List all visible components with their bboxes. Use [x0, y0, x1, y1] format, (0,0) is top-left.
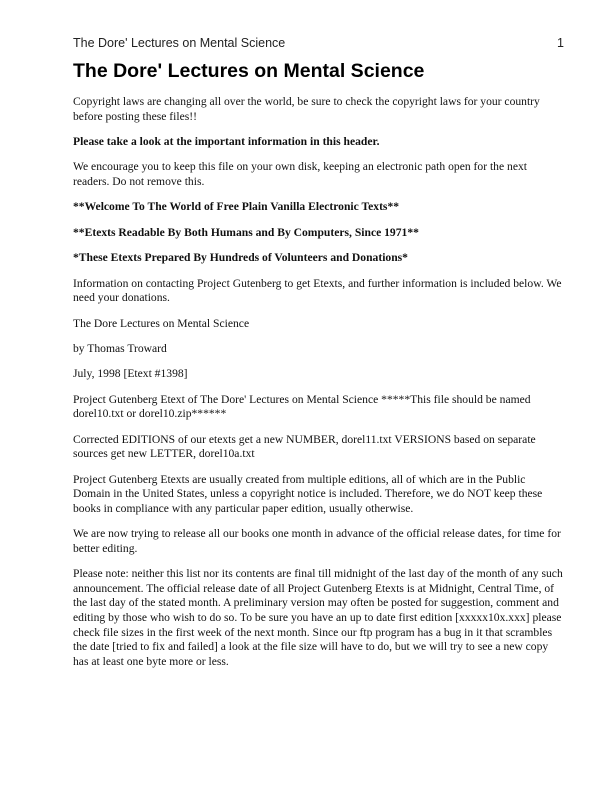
- paragraph-header-info: Please take a look at the important information in this header.: [73, 134, 380, 148]
- document-title: The Dore' Lectures on Mental Science: [73, 60, 425, 82]
- paragraph-file-name: Project Gutenberg Etext of The Dore' Lectures on Mental Science *****This file should be named dorel10.txt or dorel10.zip******: [73, 392, 531, 421]
- paragraph-copyright-notice: Copyright laws are changing all over the world, be sure to check the copyright laws for your country before posting these files!!: [73, 95, 540, 123]
- paragraph-release-schedule: We are now trying to release all our books one month in advance of the official release dates, for time for better editing.: [73, 527, 561, 555]
- paragraph-release-date: July, 1998 [Etext #1398]: [73, 367, 188, 381]
- paragraph-editions: Corrected EDITIONS of our etexts get a new NUMBER, dorel11.txt VERSIONS based on separate sources get new LETTER, dorel10a.txt: [73, 432, 536, 461]
- paragraph-book-title: The Dore Lectures on Mental Science: [73, 316, 250, 330]
- paragraph-public-domain: Project Gutenberg Etexts are usually created from multiple editions, all of which are in the Public Domain in the United States, unless a copyright notice is included. Therefore, we do NOT keep these books in compliance with any particular paper edition, usually otherwise.: [73, 472, 543, 515]
- running-header: [73, 36, 564, 52]
- paragraph-keep-file: We encourage you to keep this file on your own disk, keeping an electronic path open for the next readers. Do not remove this.: [73, 160, 527, 188]
- paragraph-volunteers: *These Etexts Prepared By Hundreds of Volunteers and Donations*: [73, 251, 408, 265]
- paragraph-welcome: **Welcome To The World of Free Plain Vanilla Electronic Texts**: [73, 200, 400, 214]
- running-header-title: The Dore' Lectures on Mental Science: [73, 36, 286, 50]
- page-number: 1: [557, 36, 564, 50]
- paragraph-readable: **Etexts Readable By Both Humans and By Computers, Since 1971**: [73, 225, 419, 239]
- paragraph-contact-info: Information on contacting Project Gutenberg to get Etexts, and further information is included below. We need your donations.: [73, 276, 562, 305]
- paragraph-please-note: Please note: neither this list nor its contents are final till midnight of the last day of the month of any such announcement. The official release date of all Project Gutenberg Etexts is at Midnight, Central Time, of the last day of the stated month. A preliminary version may often be posted for suggestion, comment and editing by those who wish to do so. To be sure you have an up to date first edition [xxxxx10x.xxx] please check file sizes in the first week of the next month. Since our ftp program has a bug in it that scrambles the date [tried to fix and failed] a look at the file size will have to do, but we will try to see a new copy has at least one byte more or less.: [73, 567, 563, 668]
- paragraph-author: by Thomas Troward: [73, 341, 167, 355]
- document-body: [73, 95, 565, 680]
